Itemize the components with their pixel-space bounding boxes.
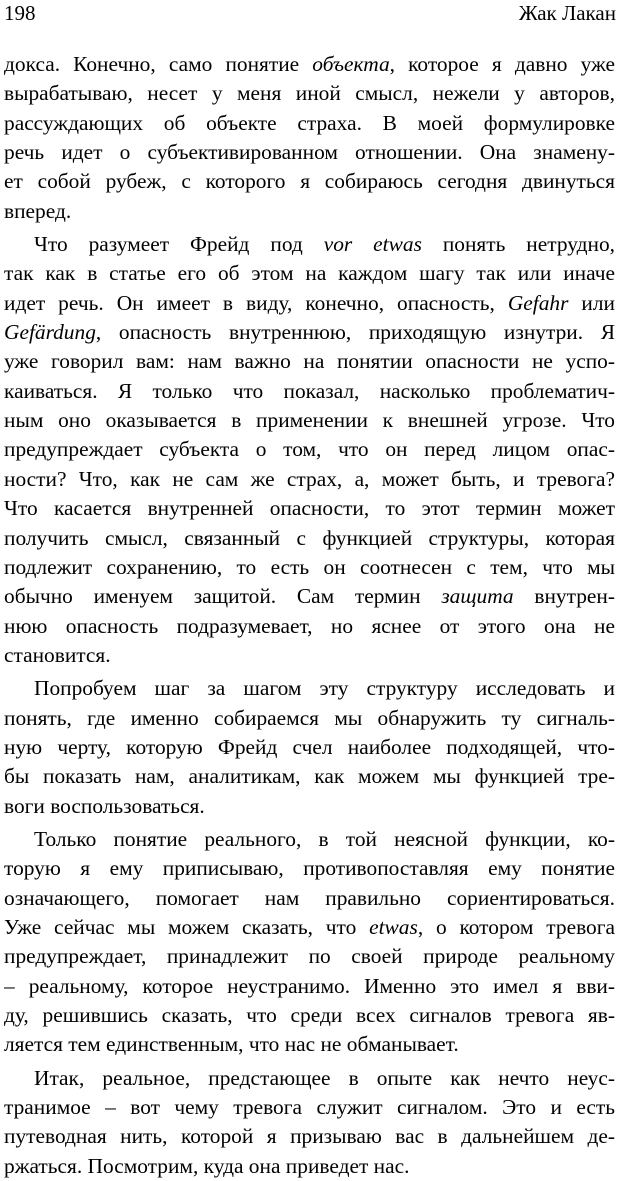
text-run: вперед.	[4, 198, 72, 223]
italic-term: Gefahr	[507, 290, 569, 315]
text-run: означающего, помогает нам правильно сориентироваться.	[4, 885, 615, 910]
text-run: ным оно оказывается в применении к внешней угрозе. Что	[4, 408, 615, 433]
text-line	[4, 318, 615, 347]
text-line	[4, 733, 615, 762]
text-run: – реальному, которое неустранимо. Именно это имел я вви-	[4, 973, 615, 998]
text-line	[4, 825, 615, 854]
text-line	[4, 347, 615, 376]
text-line	[4, 1093, 615, 1122]
text-run: , опасность внутреннюю, приходящую изнутри. Я	[95, 320, 615, 345]
text-line	[4, 1064, 615, 1093]
text-run: Что разумеет Фрейд под	[34, 232, 324, 257]
text-run: ности? Что, как не сам же страх, а, может быть, и тревога?	[4, 466, 615, 491]
text-line	[4, 582, 615, 611]
text-line	[4, 197, 615, 226]
text-line	[4, 704, 615, 733]
text-line	[4, 884, 615, 913]
text-run: каиваться. Я только что показал, насколько проблематич-	[4, 378, 615, 403]
text-line	[4, 612, 615, 641]
text-run: транимое – вот чему тревога служит сигналом. Это и есть	[4, 1095, 615, 1120]
running-header	[0, 0, 620, 34]
text-line	[4, 524, 615, 553]
text-line	[4, 494, 615, 523]
text-line	[4, 674, 615, 703]
text-line	[4, 79, 615, 108]
text-run: Попробуем шаг за шагом эту структуру исследовать и	[34, 676, 615, 701]
text-line	[4, 641, 615, 670]
text-line	[4, 854, 615, 883]
text-line	[4, 913, 615, 942]
italic-term: объекта	[312, 52, 390, 76]
text-line	[4, 377, 615, 406]
text-run: обычно именуем защитой. Сам термин	[4, 584, 442, 609]
text-line	[4, 435, 615, 464]
text-run: Уже сейчас мы можем сказать, что	[4, 914, 370, 939]
text-run: ет собой рубеж, с которого я собираюсь сегодня двинуться	[4, 169, 615, 194]
text-run: ржаться. Посмотрим, куда она приведет нас.	[4, 1153, 410, 1178]
text-line	[4, 230, 615, 259]
text-run: предупреждает, принадлежит по своей природе реальному	[4, 944, 615, 969]
text-run: торую я ему приписываю, противопоставляя ему понятие	[4, 856, 615, 881]
text-line	[4, 1152, 615, 1181]
text-run: получить смысл, связанный с функцией структуры, которая	[4, 525, 615, 550]
text-run: воги воспользоваться.	[4, 793, 205, 818]
italic-term: vor etwas	[323, 232, 422, 257]
text-run: внутрен-	[513, 584, 615, 609]
text-run: уже говорил вам: нам важно на понятии опасности не успо-	[4, 349, 615, 374]
text-run: идет речь. Он имеет в виду, конечно, опасность,	[4, 290, 508, 315]
text-run: , которое я давно уже	[389, 52, 615, 76]
text-run: путеводная нить, которой я призываю вас в дальнейшем де-	[4, 1124, 615, 1149]
text-run: предупреждает субъекта о том, что он перед лицом опас-	[4, 437, 615, 462]
text-line	[4, 259, 615, 288]
text-run: Только понятие реального, в той неясной функции, ко-	[34, 826, 615, 851]
text-run: речь идет о субъективированном отношении. Она знамену-	[4, 140, 615, 165]
text-run: становится.	[4, 642, 111, 667]
text-run: нюю опасность подразумевает, но яснее от этого она не	[4, 613, 615, 638]
text-line	[4, 1001, 615, 1030]
text-run: так как в статье его об этом на каждом шагу так или иначе	[4, 261, 615, 286]
text-line	[4, 1122, 615, 1151]
text-line	[4, 167, 615, 196]
text-run: докса. Конечно, само понятие	[4, 52, 313, 76]
text-line	[4, 138, 615, 167]
text-run: подлежит сохранению, то есть он соотнесен с тем, что мы	[4, 554, 615, 579]
text-run: Что касается внутренней опасности, то этот термин может	[4, 496, 615, 521]
text-run: или	[568, 290, 615, 315]
text-run: понять нетрудно,	[421, 232, 615, 257]
page-number: 198	[4, 1, 36, 25]
body-text	[4, 50, 615, 1181]
text-run: ляется тем единственным, что нас не обманывает.	[4, 1032, 459, 1057]
text-line	[4, 792, 615, 821]
text-run: вырабатываю, несет у меня иной смысл, нежели у авторов,	[4, 81, 615, 106]
text-line	[4, 1030, 615, 1059]
text-line	[4, 942, 615, 971]
text-line	[4, 465, 615, 494]
text-run: бы показать нам, аналитикам, как можем мы функцией тре-	[4, 764, 615, 789]
text-line	[4, 109, 615, 138]
italic-term: защита	[441, 584, 514, 609]
text-line	[4, 762, 615, 791]
text-line	[4, 50, 615, 79]
italic-term: etwas	[369, 914, 418, 939]
text-line	[4, 406, 615, 435]
text-run: , о котором тревога	[417, 914, 615, 939]
italic-term: Gefärdung	[4, 320, 96, 345]
text-run: Итак, реальное, предстающее в опыте как нечто неус-	[34, 1065, 615, 1090]
text-run: рассуждающих об объекте страха. В моей формулировке	[4, 110, 615, 135]
text-line	[4, 553, 615, 582]
text-run: понять, где именно собираемся мы обнаружить ту сигналь-	[4, 705, 615, 730]
text-line	[4, 972, 615, 1001]
running-head-author: Жак Лакан	[518, 1, 616, 25]
text-run: ду, решившись сказать, что среди всех сигналов тревога яв-	[4, 1003, 615, 1027]
text-run: ную черту, которую Фрейд счел наиболее подходящей, что-	[4, 734, 615, 759]
text-line	[4, 289, 615, 318]
